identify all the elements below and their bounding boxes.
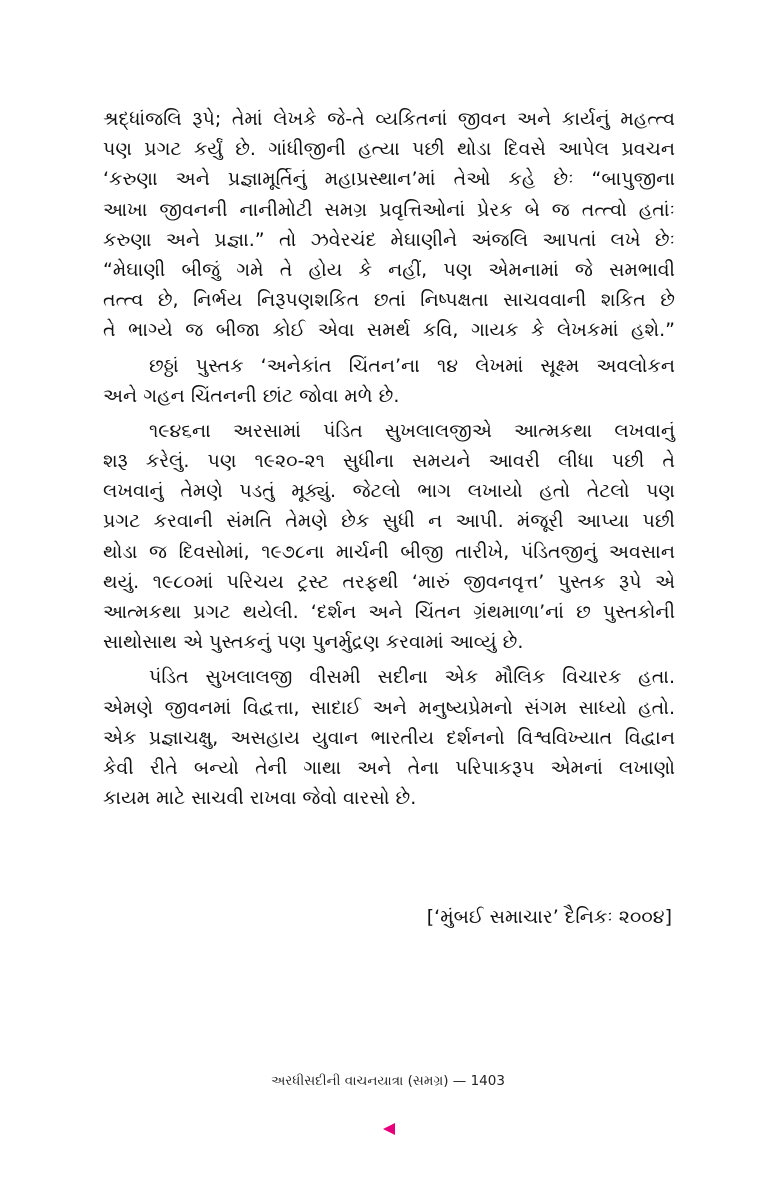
text-line: ‘કરુણા અને પ્રજ્ઞામૂર્તિનું મહાપ્રસ્થાન’માં તેઓ કહે છેઃ “બાપુજીના (103, 168, 675, 191)
page-footer: અરધીસદીની વાચનયાત્રા (સમગ્ર) — 1403 (271, 1073, 505, 1089)
text-line: પંડિત સુખલાલજી વીસમી સદીના એક મૌલિક વિચારક હતા. (149, 666, 675, 689)
text-line: સાથોસાથ એ પુસ્તકનું પણ પુનર્મુદ્રણ કરવામાં આવ્યું છે. (103, 631, 524, 654)
text-line: આખા જીવનની નાનીમોટી સમગ્ર પ્રવૃત્તિઓનાં પ્રેરક બે જ તત્ત્વો હતાંઃ (103, 198, 675, 221)
text-line: થયું. ૧૯૮૦માં પરિચય ટ્રસ્ટ તરફથી ‘મારું જીવનવૃત્ત’ પુસ્તક રૂપે એ (103, 570, 675, 593)
triangle-left-icon[interactable] (383, 1123, 395, 1135)
text-line: પ્રગટ કરવાની સંમતિ તેમણે છેક સુધી ન આપી. મંજૂરી આપ્યા પછી (103, 510, 675, 533)
text-line: ૧૯૪૬ના અરસામાં પંડિત સુખલાલજીએ આત્મકથા લખવાનું (149, 419, 675, 442)
text-line: અને ગહન ચિંતનની છાંટ જોવા મળે છે. (103, 384, 400, 407)
text-line: એમણે જીવનમાં વિદ્વત્તા, સાદાઈ અને મનુષ્યપ્રેમનો સંગમ સાધ્યો હતો. (103, 696, 675, 719)
text-line: તત્ત્વ છે, નિર્ભય નિરૂપણશકિત છતાં નિષ્પક્ષતા સાચવવાની શકિત છે (103, 289, 675, 312)
body-text (103, 104, 675, 813)
text-line: લખવાનું તેમણે પડતું મૂક્યું. જેટલો ભાગ લખાયો હતો તેટલો પણ (103, 480, 675, 503)
text-line: શ્રદ્ધાંજલિ રૂપે; તેમાં લેખકે જે-તે વ્યકિતનાં જીવન અને કાર્યનું મહત્ત્વ (103, 108, 675, 130)
source-attribution: [‘મુંબઈ સમાચાર’ દૈનિકઃ ૨૦૦૪] (426, 906, 672, 928)
text-line: કાયમ માટે સાચવી રાખવા જેવો વારસો છે. (103, 787, 417, 810)
text-line: “મેઘાણી બીજું ગમે તે હોય કે નહીં, પણ એમનામાં જે સમભાવી (103, 258, 675, 281)
text-line: તે ભાગ્યે જ બીજા કોઈ એવા સમર્થ કવિ, ગાયક કે લેખકમાં હશે.” (103, 319, 675, 342)
text-line: એક પ્રજ્ઞાચક્ષુ, અસહાય યુવાન ભારતીય દર્શનનો વિશ્વવિખ્યાત વિદ્વાન (103, 726, 675, 749)
text-line: કેવી રીતે બન્યો તેની ગાથા અને તેના પરિપાકરૂપ એમનાં લખાણો (103, 756, 675, 779)
text-line: થોડા જ દિવસોમાં, ૧૯૭૮ના માર્ચની બીજી તારીખે, પંડિતજીનું અવસાન (103, 540, 675, 563)
text-line: છઠ્ઠાં પુસ્તક ‘અનેકાંત ચિંતન’ના ૧૪ લેખમાં સૂક્ષ્મ અવલોકન (149, 354, 675, 377)
paragraph (103, 416, 675, 658)
paragraph (103, 662, 675, 813)
text-line: કરુણા અને પ્રજ્ઞા.” તો ઝવેરચંદ મેઘાણીને અંજલિ આપતાં લખે છેઃ (103, 228, 675, 251)
text-line: આત્મકથા પ્રગટ થયેલી. ‘દર્શન અને ચિંતન ગ્રંથમાળા’નાં છ પુસ્તકોની (103, 601, 675, 623)
text-line: શરૂ કરેલું. પણ ૧૯૨૦-૨૧ સુધીના સમયને આવરી લીધા પછી તે (103, 450, 675, 473)
paragraph (103, 104, 675, 346)
paragraph (103, 351, 675, 411)
text-line: પણ પ્રગટ કર્યું છે. ગાંધીજીની હત્યા પછી થોડા દિવસે આપેલ પ્રવચન (103, 138, 675, 161)
